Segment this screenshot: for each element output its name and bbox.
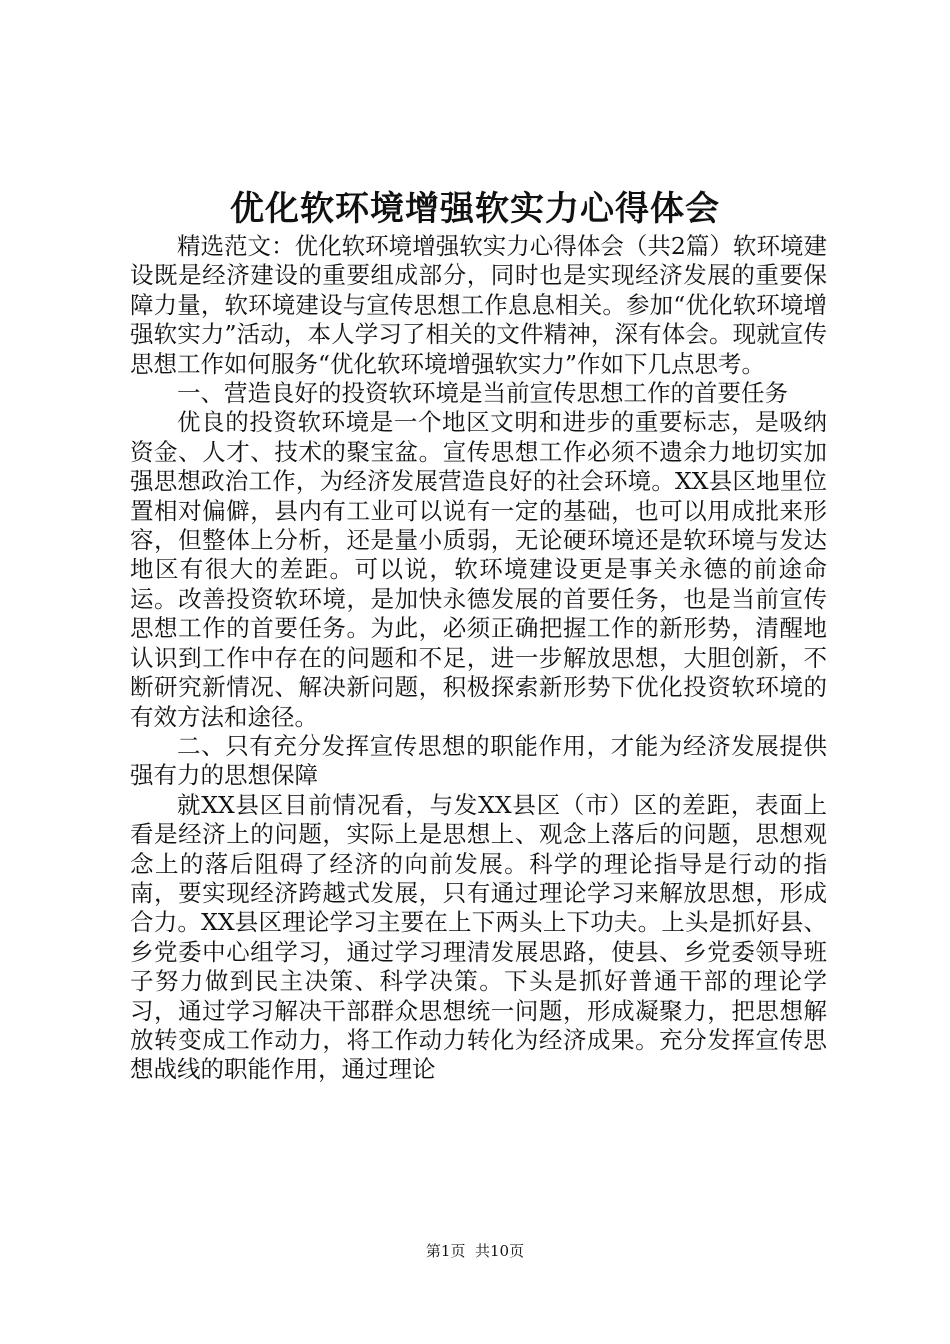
heading-section-2: 二、只有充分发挥宣传思想的职能作用，才能为经济发展提供强有力的思想保障 bbox=[130, 731, 827, 790]
document-body bbox=[130, 232, 827, 1085]
page-footer bbox=[0, 1240, 950, 1262]
document-title: 优化软环境增强软实力心得体会 bbox=[230, 189, 720, 229]
page-total: 共10页 bbox=[475, 1242, 525, 1260]
paragraph-section-2: 就XX县区目前情况看，与发XX县区（市）区的差距，表面上看是经济上的问题，实际上是思想上、观念上落后的问题，思想观念上的落后阻碍了经济的向前发展。科学的理论指导是行动的指南，要实现经济跨越式发展，只有通过理论学习来解放思想，形成合力。XX县区理论学习主要在上下两头上下功夫。上头是抓好县、乡党委中心组学习，通过学习理清发展思路，使县、乡党委领导班子努力做到民主决策、科学决策。下头是抓好普通干部的理论学习，通过学习解决干部群众思想统一问题，形成凝聚力，把思想解放转变成工作动力，将工作动力转化为经济成果。充分发挥宣传思想战线的职能作用，通过理论 bbox=[130, 790, 827, 1084]
footer-separator bbox=[465, 1242, 475, 1260]
paragraph-section-1: 优良的投资软环境是一个地区文明和进步的重要标志，是吸纳资金、人才、技术的聚宝盆。宣传思想工作必须不遗余力地切实加强思想政治工作，为经济发展营造良好的社会环境。XX县区地里位置相对偏僻，县内有工业可以说有一定的基础，也可以用成批来形容，但整体上分析，还是量小质弱，无论硬环境还是软环境与发达地区有很大的差距。可以说，软环境建设更是事关永德的前途命运。改善投资软环境，是加快永德发展的首要任务，也是当前宣传思想工作的首要任务。为此，必须正确把握工作的新形势，清醒地认识到工作中存在的问题和不足，进一步解放思想，大胆创新，不断研究新情况、解决新问题，积极探索新形势下优化投资软环境的有效方法和途径。 bbox=[130, 408, 827, 731]
page-number: 第1页 bbox=[425, 1242, 466, 1260]
heading-section-1: 一、营造良好的投资软环境是当前宣传思想工作的首要任务 bbox=[177, 379, 788, 408]
paragraph-intro: 精选范文：优化软环境增强软实力心得体会（共2篇）软环境建设既是经济建设的重要组成部分，同时也是实现经济发展的重要保障力量，软环境建设与宣传思想工作息息相关。参加“优化软环境增强软实力”活动，本人学习了相关的文件精神，深有体会。现就宣传思想工作如何服务“优化软环境增强软实力”作如下几点思考。 bbox=[130, 232, 827, 378]
